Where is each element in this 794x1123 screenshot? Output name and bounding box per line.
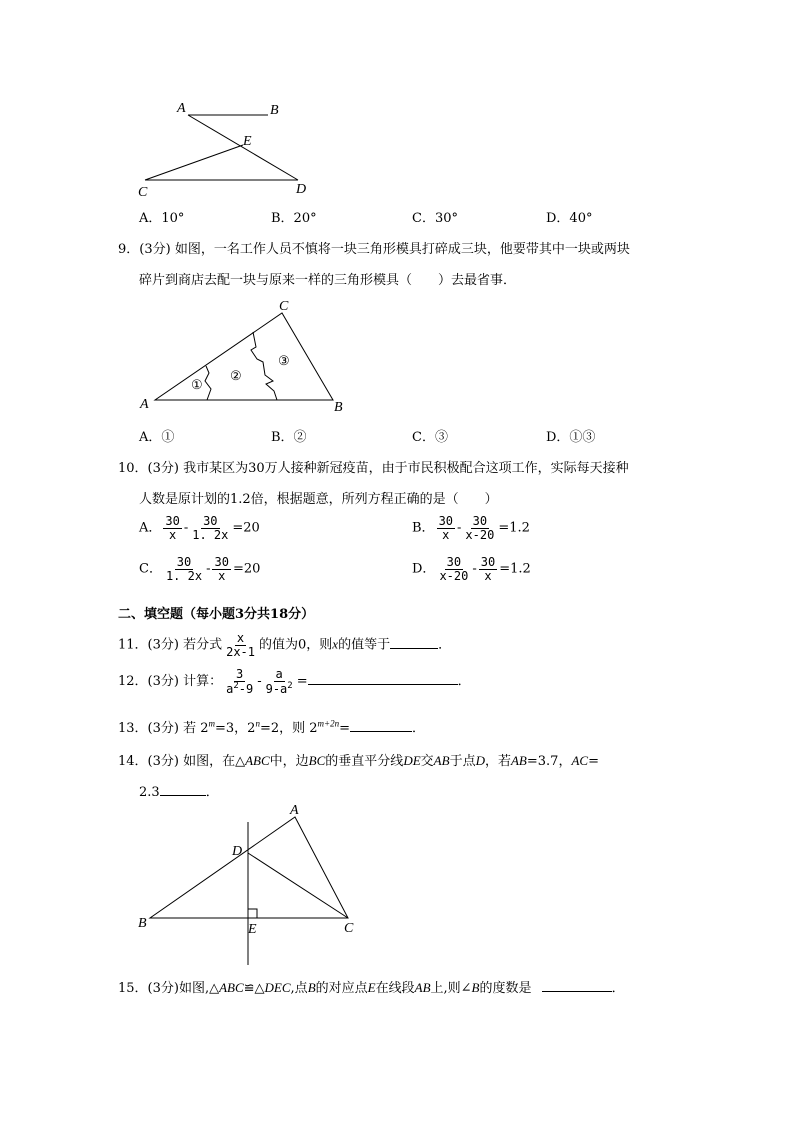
q14-line1: 14．(3分) 如图，在△ABC中，边BC的垂直平分线DE交AB于点D，若AB=3.7，AC=	[118, 753, 599, 769]
q8-option-d: D．40°	[546, 211, 593, 226]
q9-line2: 碎片到商店去配一块与原来一样的三角形模具（ ）去最省事．	[139, 273, 517, 288]
q10-option-a: A． $\frac{30}{x}$ - $\frac{30}{1. 2x}$ =20	[139, 514, 260, 542]
q10-line2: 人数是原计划的1.2倍，根据题意，所列方程正确的是（ ）	[139, 492, 498, 507]
label-e: E	[243, 134, 252, 149]
q10-option-b: B． $\frac{30}{x}$ - $\frac{30}{x-20}$ =1.2	[412, 514, 530, 542]
label-a: A	[290, 803, 299, 818]
piece-1-label: ①	[191, 377, 203, 392]
q10-option-c: C． $\frac{30}{1. 2x}$ - $\frac{30}{x}$ =20	[139, 555, 261, 583]
right-angle-mark	[248, 909, 257, 918]
q8-option-b: B．20°	[271, 211, 317, 226]
segment-dc	[248, 853, 348, 918]
answer-blank[interactable]	[308, 672, 458, 685]
q9-option-b: B．②	[271, 430, 307, 445]
answer-blank[interactable]	[160, 783, 206, 796]
q15: 15．(3分)如图,△ABC≌△DEC,点B的对应点E在线段AB上,则∠B的度数是 ．	[118, 980, 625, 996]
q13: 13．(3分) 若 $2^m=3$，$2^n=2$，则 $2^{m+2n}=$ ．	[118, 718, 426, 736]
figure-q9-triangle	[130, 295, 360, 420]
label-c: C	[138, 185, 148, 200]
section-2-heading: 二、填空题（每小题3分共18分）	[118, 607, 315, 622]
piece-2-label: ②	[230, 368, 242, 383]
answer-blank[interactable]	[542, 979, 612, 992]
label-c: C	[344, 921, 354, 936]
answer-blank[interactable]	[390, 636, 438, 649]
q10-line1: 10．(3分) 我市某区为30万人接种新冠疫苗，由于市民积极配合这项工作，实际每天接种	[118, 461, 629, 476]
figure-q14-triangle	[130, 800, 370, 970]
label-d: D	[232, 844, 243, 859]
q14-line2: 2.3 ．	[139, 785, 219, 800]
q9-option-d: D．①③	[546, 430, 596, 445]
label-d: D	[296, 182, 307, 197]
q8-option-a: A．10°	[139, 211, 185, 226]
q11: 11．(3分) 若分式 $\frac{x}{2x-1}$ 的值为0，则x的值等于 ．	[118, 631, 452, 659]
crack-1	[205, 366, 211, 400]
q12: 12．(3分) 计算： $\frac{3}{a^2-9}$ - $\frac{a}{9-a^2}$ = ．	[118, 667, 471, 696]
label-b: B	[270, 103, 279, 118]
label-b: B	[138, 916, 147, 931]
label-c: C	[279, 299, 289, 314]
answer-blank[interactable]	[350, 719, 412, 732]
q9-option-c: C．③	[412, 430, 448, 445]
label-a: A	[177, 101, 186, 116]
label-b: B	[334, 400, 343, 415]
triangle-abc	[150, 817, 348, 918]
label-e: E	[248, 922, 257, 937]
figure-q8-diagram	[130, 95, 330, 205]
piece-3-label: ③	[278, 353, 290, 368]
segment-ce	[145, 145, 243, 180]
q8-option-c: C．30°	[412, 211, 458, 226]
crack-2	[251, 332, 277, 400]
q9-option-a: A．①	[139, 430, 175, 445]
q10-option-d: D． $\frac{30}{x-20}$ - $\frac{30}{x}$ =1.2	[412, 555, 531, 583]
triangle-abc	[155, 313, 333, 400]
label-a: A	[140, 397, 149, 412]
q9-line1: 9．(3分) 如图，一名工作人员不慎将一块三角形模具打碎成三块，他要带其中一块或两块	[118, 242, 630, 257]
